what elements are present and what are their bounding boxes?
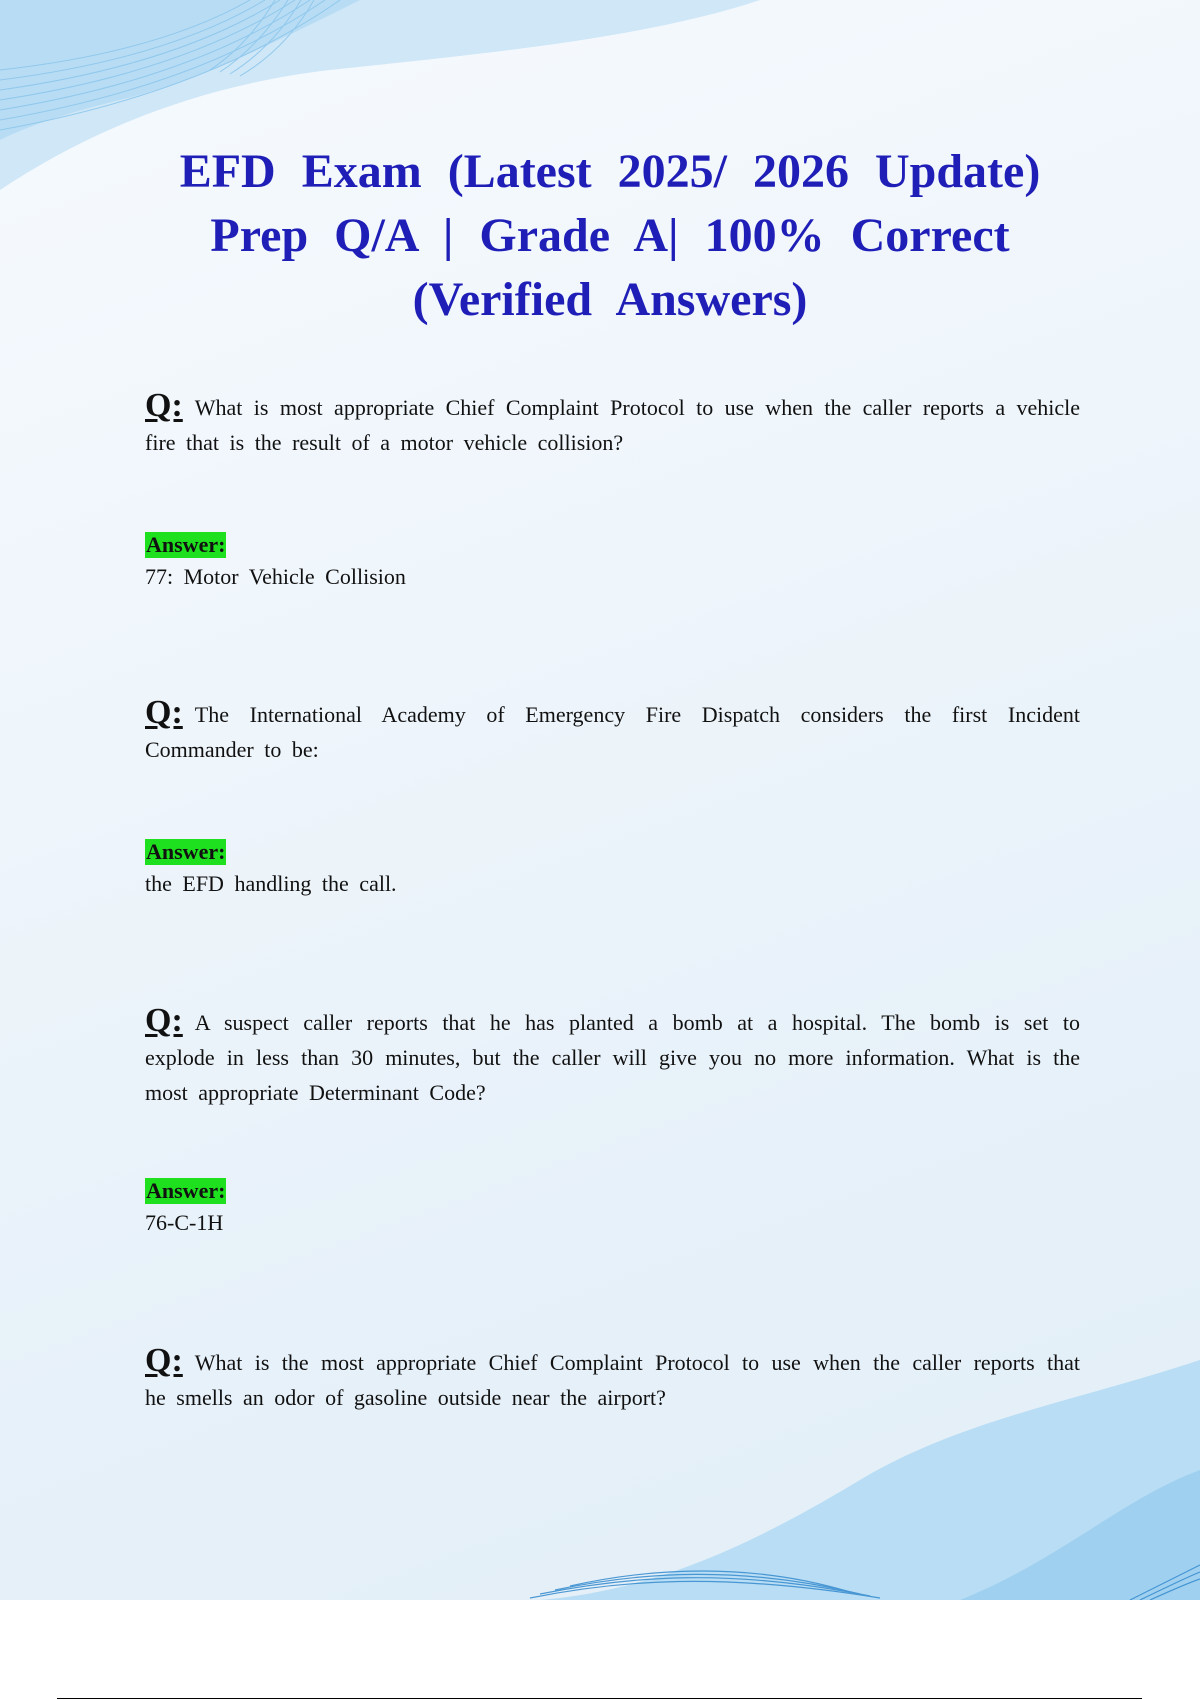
- question-label: Q:: [145, 694, 183, 731]
- question: [145, 695, 1080, 767]
- answer-block: [145, 839, 1080, 899]
- answer-block: [145, 1178, 1080, 1238]
- answer-block: [145, 532, 1080, 592]
- qa-item: [145, 1343, 1080, 1415]
- qa-item: [145, 388, 1080, 460]
- document-title: EFD Exam (Latest 2025/ 2026 Update) Prep Q/A | Grade A| 100% Correct (Verified Answers): [179, 145, 1041, 326]
- answer-label: Answer:: [146, 839, 226, 864]
- question-text: What is the most appropriate Chief Complaint Protocol to use when the caller reports that he smells an odor of gasoline outside near the airport?: [145, 1350, 1080, 1410]
- question-label: Q:: [145, 1002, 183, 1039]
- question-text: The International Academy of Emergency Fire Dispatch considers the first Incident Commander to be:: [145, 702, 1080, 762]
- qa-item: [145, 1003, 1080, 1110]
- answer-text: 76-C-1H: [145, 1210, 224, 1235]
- answer-label: Answer:: [146, 532, 226, 557]
- footer-divider: [57, 1698, 1142, 1699]
- question-label: Q:: [145, 1342, 183, 1379]
- answer-label: Answer:: [146, 1178, 226, 1203]
- question: [145, 1003, 1080, 1110]
- question-text: What is most appropriate Chief Complaint Protocol to use when the caller reports a vehicle fire that is the result of a motor vehicle collision?: [145, 395, 1080, 455]
- answer-text: the EFD handling the call.: [145, 871, 397, 896]
- question: [145, 1343, 1080, 1415]
- qa-item: [145, 695, 1080, 767]
- question-label: Q:: [145, 387, 183, 424]
- question-text: A suspect caller reports that he has planted a bomb at a hospital. The bomb is set to explode in less than 30 minutes, but the caller will give you no more information. What is the most appropriate Determinant Code?: [145, 1010, 1080, 1105]
- question: [145, 388, 1080, 460]
- answer-text: 77: Motor Vehicle Collision: [145, 564, 406, 589]
